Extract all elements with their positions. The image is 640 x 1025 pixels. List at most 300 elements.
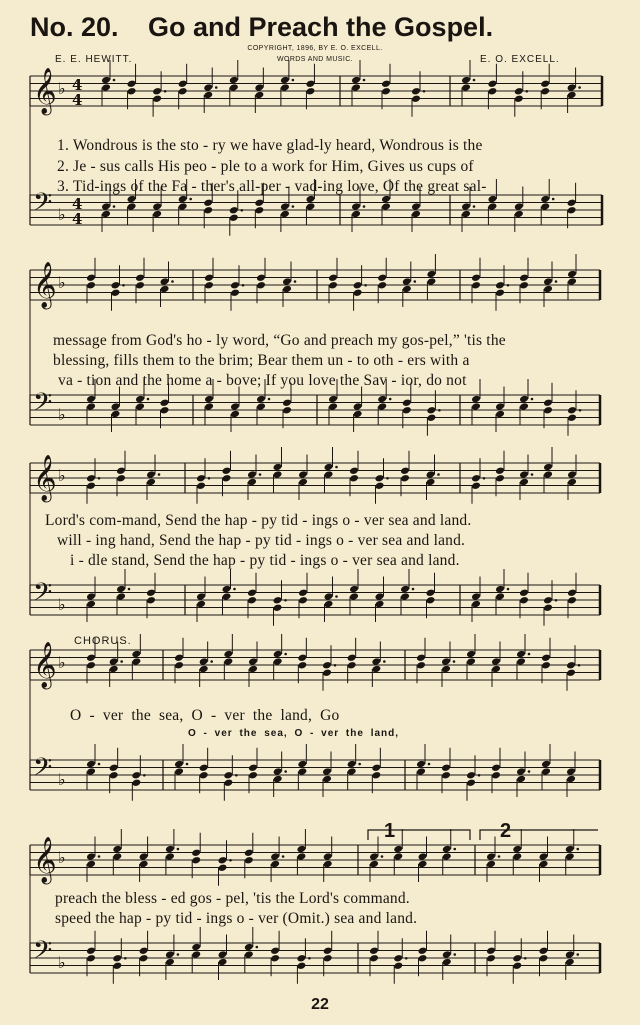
note-head — [229, 83, 239, 92]
note-head — [196, 481, 206, 490]
note-head — [442, 845, 452, 854]
note-head — [393, 845, 403, 854]
note-head — [174, 661, 184, 670]
note-head — [196, 474, 206, 483]
note-head — [381, 195, 391, 204]
note-head — [519, 470, 529, 479]
note-head — [222, 585, 232, 594]
note-head — [514, 202, 524, 211]
note-head — [353, 288, 363, 297]
dot-mark — [98, 763, 101, 766]
note-head — [375, 600, 385, 609]
dot-mark — [437, 473, 440, 476]
note-head — [540, 87, 550, 96]
note-head — [567, 413, 577, 422]
note-head — [322, 775, 332, 784]
note-head — [256, 395, 266, 404]
note-head — [111, 402, 121, 411]
note-head — [86, 281, 96, 290]
note-head — [229, 76, 239, 85]
note-head — [539, 946, 549, 955]
note-head — [347, 661, 357, 670]
dot-mark — [284, 653, 287, 656]
note-head — [567, 478, 577, 487]
dot-mark — [292, 79, 295, 82]
dot-mark — [113, 79, 116, 82]
note-head — [541, 661, 551, 670]
note-head — [273, 603, 283, 612]
note-head — [86, 760, 96, 769]
note-head — [541, 767, 551, 776]
note-head — [567, 206, 577, 215]
note-head — [461, 202, 471, 211]
note-head — [324, 600, 334, 609]
note-head — [203, 198, 213, 207]
note-head — [86, 852, 96, 861]
note-head — [411, 202, 421, 211]
note-head — [495, 474, 505, 483]
note-head — [375, 592, 385, 601]
note-head — [516, 657, 526, 666]
dot-mark — [124, 957, 127, 960]
note-head — [351, 83, 361, 92]
note-head — [543, 603, 553, 612]
dot-mark — [294, 280, 297, 283]
note-head — [111, 281, 121, 290]
dot-mark — [235, 774, 238, 777]
note-head — [152, 210, 162, 219]
note-head — [165, 950, 175, 959]
note-head — [471, 273, 481, 282]
dot-mark — [528, 653, 531, 656]
dot-mark — [242, 284, 245, 287]
note-head — [566, 668, 576, 677]
note-head — [486, 860, 496, 869]
note-head — [567, 198, 577, 207]
note-head — [244, 856, 254, 865]
note-head — [418, 860, 428, 869]
note-head — [297, 767, 307, 776]
note-head — [160, 406, 170, 415]
note-head — [282, 277, 292, 286]
dot-mark — [579, 409, 582, 412]
dot-mark — [576, 848, 579, 851]
note-head — [541, 653, 551, 662]
note-head — [229, 213, 239, 222]
note-head — [495, 281, 505, 290]
dot-mark — [259, 473, 262, 476]
note-head — [371, 657, 381, 666]
dot-mark — [335, 466, 338, 469]
note-head — [487, 79, 497, 88]
note-head — [230, 410, 240, 419]
note-head — [400, 466, 410, 475]
note-head — [328, 395, 338, 404]
note-head — [204, 273, 214, 282]
note-head — [347, 653, 357, 662]
dot-mark — [284, 599, 287, 602]
note-head — [86, 402, 96, 411]
note-head — [86, 653, 96, 662]
note-head — [491, 665, 501, 674]
dot-mark — [171, 280, 174, 283]
note-head — [270, 860, 280, 869]
note-head — [565, 950, 575, 959]
note-head — [323, 852, 333, 861]
dot-mark — [414, 280, 417, 283]
note-head — [519, 588, 529, 597]
note-head — [400, 474, 410, 483]
treble-clef-icon: 𝄞 — [33, 262, 57, 308]
note-head — [441, 657, 451, 666]
dot-mark — [578, 664, 581, 667]
note-head — [381, 87, 391, 96]
note-head — [305, 87, 315, 96]
note-head — [146, 596, 156, 605]
note-head — [247, 596, 257, 605]
note-head — [495, 592, 505, 601]
note-head — [244, 943, 254, 952]
dot-mark — [363, 79, 366, 82]
note-head — [487, 202, 497, 211]
note-head — [178, 195, 188, 204]
note-head — [256, 281, 266, 290]
note-head — [256, 273, 266, 282]
note-head — [418, 852, 428, 861]
note-head — [297, 653, 307, 662]
second-ending-label: 2 — [500, 820, 512, 842]
dot-mark — [363, 205, 366, 208]
note-head — [223, 778, 233, 787]
note-head — [543, 406, 553, 415]
lyric-line: 2. Je - sus calls His peo - ple to a work for Him, Gives us cups of — [57, 158, 474, 175]
note-head — [471, 402, 481, 411]
note-head — [323, 946, 333, 955]
note-head — [131, 657, 141, 666]
note-head — [393, 954, 403, 963]
dot-mark — [282, 855, 285, 858]
note-head — [328, 273, 338, 282]
note-head — [393, 961, 403, 970]
note-head — [112, 845, 122, 854]
note-head — [402, 406, 412, 415]
note-head — [495, 402, 505, 411]
note-head — [369, 860, 379, 869]
flat-sign-icon: ♭ — [58, 653, 66, 672]
treble-clef-icon: 𝄞 — [33, 837, 57, 883]
note-head — [305, 79, 315, 88]
dot-mark — [381, 855, 384, 858]
note-head — [273, 657, 283, 666]
flat-sign-icon: ♭ — [58, 405, 66, 424]
note-head — [377, 402, 387, 411]
note-head — [543, 463, 553, 472]
lyric-line: will - ing hand, Send the hap - py tid - ings o - ver sea and land. — [57, 532, 466, 549]
note-head — [402, 398, 412, 407]
note-head — [135, 273, 145, 282]
note-head — [512, 845, 522, 854]
note-head — [165, 958, 175, 967]
time-signature-top: 4 — [72, 195, 83, 213]
note-head — [86, 661, 96, 670]
note-head — [381, 202, 391, 211]
note-head — [247, 588, 257, 597]
note-head — [298, 470, 308, 479]
note-head — [204, 402, 214, 411]
dot-mark — [358, 763, 361, 766]
note-head — [178, 87, 188, 96]
dot-mark — [335, 595, 338, 598]
dot-mark — [147, 398, 150, 401]
note-head — [111, 288, 121, 297]
note-head — [101, 76, 111, 85]
note-head — [349, 474, 359, 483]
note-head — [256, 402, 266, 411]
dot-mark — [578, 86, 581, 89]
note-head — [127, 195, 137, 204]
note-head — [297, 661, 307, 670]
dot-mark — [383, 660, 386, 663]
note-head — [461, 210, 471, 219]
note-head — [196, 600, 206, 609]
author-credit: E. E. HEWITT. — [55, 54, 133, 65]
note-head — [254, 198, 264, 207]
dot-mark — [229, 859, 232, 862]
note-head — [254, 91, 264, 100]
note-head — [109, 771, 119, 780]
note-head — [567, 277, 577, 286]
note-head — [280, 76, 290, 85]
note-head — [426, 596, 436, 605]
note-head — [101, 210, 111, 219]
note-head — [539, 954, 549, 963]
dot-mark — [386, 477, 389, 480]
note-head — [540, 195, 550, 204]
second-ending-bracket — [480, 830, 598, 840]
note-head — [486, 852, 496, 861]
lyric-line: va - tion and the home a - bove; If you love the Sav - ior, do not — [58, 372, 467, 389]
note-head — [461, 83, 471, 92]
note-head — [471, 592, 481, 601]
note-head — [174, 760, 184, 769]
note-head — [270, 954, 280, 963]
note-head — [324, 470, 334, 479]
note-head — [165, 852, 175, 861]
note-head — [152, 202, 162, 211]
note-head — [351, 210, 361, 219]
dot-mark — [122, 284, 125, 287]
note-head — [411, 87, 421, 96]
note-head — [514, 210, 524, 219]
note-head — [426, 470, 436, 479]
hymn-number: No. 20. — [30, 12, 119, 42]
note-head — [441, 665, 451, 674]
dot-mark — [120, 660, 123, 663]
note-head — [146, 470, 156, 479]
note-head — [196, 592, 206, 601]
note-head — [543, 596, 553, 605]
dot-mark — [507, 284, 510, 287]
note-head — [565, 958, 575, 967]
note-head — [273, 470, 283, 479]
dot-mark — [531, 473, 534, 476]
first-ending-label: 1 — [384, 820, 396, 842]
dot-mark — [189, 198, 192, 201]
dot-mark — [526, 90, 529, 93]
flat-sign-icon: ♭ — [58, 595, 66, 614]
note-head — [178, 202, 188, 211]
dot-mark — [473, 79, 476, 82]
note-head — [416, 767, 426, 776]
note-head — [486, 946, 496, 955]
note-head — [466, 771, 476, 780]
note-head — [426, 588, 436, 597]
note-head — [273, 463, 283, 472]
note-head — [566, 775, 576, 784]
note-head — [127, 79, 137, 88]
note-head — [135, 402, 145, 411]
note-head — [146, 478, 156, 487]
dot-mark — [507, 588, 510, 591]
note-head — [296, 961, 306, 970]
note-head — [152, 94, 162, 103]
note-head — [328, 281, 338, 290]
dot-mark — [334, 664, 337, 667]
note-head — [305, 195, 315, 204]
note-head — [254, 206, 264, 215]
note-head — [223, 771, 233, 780]
note-head — [400, 585, 410, 594]
note-head — [471, 395, 481, 404]
note-head — [116, 474, 126, 483]
lyric-line: preach the bless - ed gos - pel, 'tis the Lord's command. — [55, 890, 410, 907]
note-head — [229, 206, 239, 215]
note-head — [86, 946, 96, 955]
note-head — [543, 470, 553, 479]
lyric-line: O - ver the sea, O - ver the land, Go — [70, 707, 340, 724]
note-head — [230, 402, 240, 411]
note-head — [375, 474, 385, 483]
dot-mark — [453, 848, 456, 851]
note-head — [131, 650, 141, 659]
note-head — [101, 202, 111, 211]
dot-mark — [423, 90, 426, 93]
note-head — [203, 83, 213, 92]
flat-sign-icon: ♭ — [58, 953, 66, 972]
note-head — [248, 657, 258, 666]
note-head — [495, 585, 505, 594]
dot-mark — [128, 588, 131, 591]
note-head — [280, 202, 290, 211]
note-head — [86, 767, 96, 776]
note-head — [131, 771, 141, 780]
flat-sign-icon: ♭ — [58, 205, 66, 224]
note-head — [273, 596, 283, 605]
note-head — [369, 946, 379, 955]
note-head — [565, 852, 575, 861]
note-head — [377, 273, 387, 282]
lyric-line: message from God's ho - ly word, “Go and preach my gos-pel,” 'tis the — [53, 332, 506, 349]
dot-mark — [186, 763, 189, 766]
note-head — [487, 87, 497, 96]
dot-mark — [233, 588, 236, 591]
note-head — [218, 950, 228, 959]
flat-sign-icon: ♭ — [58, 79, 66, 98]
note-head — [347, 767, 357, 776]
note-head — [516, 775, 526, 784]
dot-mark — [208, 477, 211, 480]
note-head — [109, 763, 119, 772]
note-head — [519, 273, 529, 282]
note-head — [539, 852, 549, 861]
lyric-line: 3. Tid-ings of the Fa - ther's all-per - vad-ing love, Of the great sal- — [57, 178, 487, 195]
note-head — [519, 281, 529, 290]
note-head — [512, 852, 522, 861]
dot-mark — [528, 770, 531, 773]
dot-mark — [240, 209, 243, 212]
note-head — [442, 958, 452, 967]
dot-mark — [308, 957, 311, 960]
note-head — [273, 775, 283, 784]
note-head — [371, 763, 381, 772]
note-head — [371, 665, 381, 674]
note-head — [296, 845, 306, 854]
note-head — [298, 596, 308, 605]
note-head — [203, 91, 213, 100]
dot-mark — [498, 855, 501, 858]
note-head — [353, 402, 363, 411]
note-head — [426, 413, 436, 422]
note-head — [441, 771, 451, 780]
note-head — [174, 653, 184, 662]
note-head — [349, 592, 359, 601]
note-head — [324, 463, 334, 472]
note-head — [567, 588, 577, 597]
note-head — [567, 270, 577, 279]
note-head — [135, 395, 145, 404]
note-head — [109, 665, 119, 674]
note-head — [146, 588, 156, 597]
note-head — [565, 845, 575, 854]
note-head — [349, 466, 359, 475]
note-head — [540, 79, 550, 88]
note-head — [139, 946, 149, 955]
lyric-line: speed the hap - py tid - ings o - ver (Omit.) sea and land. — [55, 910, 418, 927]
lyric-line: i - dle stand, Send the hap - py tid - ings o - ver sea and land. — [70, 552, 460, 569]
dot-mark — [555, 599, 558, 602]
note-head — [418, 954, 428, 963]
note-head — [516, 650, 526, 659]
note-head — [541, 760, 551, 769]
note-head — [222, 474, 232, 483]
note-head — [86, 954, 96, 963]
note-head — [491, 657, 501, 666]
note-head — [222, 466, 232, 475]
lyric-line: blessing, fills them to the brim; Bear them un - to oth - ers with a — [53, 352, 470, 369]
note-head — [495, 288, 505, 297]
note-head — [491, 763, 501, 772]
note-head — [349, 585, 359, 594]
dot-mark — [453, 953, 456, 956]
note-head — [426, 406, 436, 415]
note-head — [487, 195, 497, 204]
note-head — [567, 596, 577, 605]
note-head — [402, 285, 412, 294]
treble-clef-icon: 𝄞 — [33, 642, 57, 688]
note-head — [244, 848, 254, 857]
dot-mark — [177, 953, 180, 956]
note-head — [519, 478, 529, 487]
